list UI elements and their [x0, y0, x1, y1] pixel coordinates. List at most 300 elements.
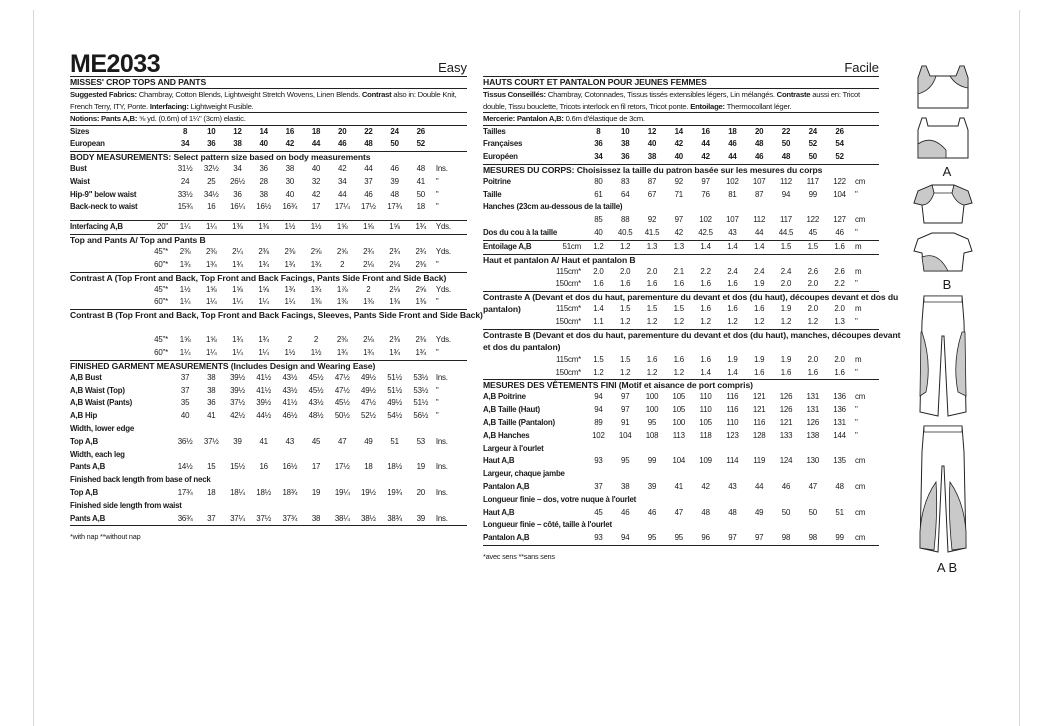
- value-cell: 1⅝: [232, 284, 243, 294]
- measurement-row: [70, 284, 467, 297]
- value-cell: 17: [311, 462, 321, 472]
- fabric-width: 150cm*: [555, 317, 581, 327]
- value-cell: 38: [233, 139, 242, 149]
- contrast-b-yardage: [70, 334, 467, 360]
- value-cell: 1¼: [205, 297, 217, 307]
- value-cell: 2⅝: [415, 284, 427, 294]
- measurement-row: [70, 189, 467, 202]
- value-cell: 1¼: [232, 348, 243, 358]
- value-cell: 1⅝: [389, 222, 400, 232]
- value-cell: 1.6: [700, 354, 711, 364]
- value-cell: 2⅜: [415, 259, 427, 269]
- value-cell: 126: [806, 418, 820, 428]
- row-label: A,B Taille (Pantalon): [483, 418, 555, 428]
- value-cell: 2.6: [807, 266, 818, 276]
- value-cell: 1.2: [673, 317, 684, 327]
- value-cell: 15: [207, 462, 216, 472]
- value-cell: 50: [781, 139, 791, 149]
- value-cell: 17½: [361, 202, 376, 212]
- measurement-row: [483, 507, 879, 520]
- row-label: Européen: [483, 152, 518, 162]
- body-measurements-table-fr: [483, 176, 879, 240]
- value-cell: 40: [647, 139, 657, 149]
- value-cell: 46: [835, 228, 844, 238]
- value-cell: 41: [416, 176, 425, 186]
- value-cell: 2⅝: [310, 247, 322, 257]
- unit-cell: Yds.: [435, 335, 451, 345]
- value-cell: 121: [752, 405, 766, 415]
- value-cell: 38: [207, 385, 216, 395]
- fabric-width: 60"*: [154, 259, 168, 269]
- value-cell: 102: [726, 176, 739, 186]
- value-cell: 50: [808, 152, 817, 162]
- value-cell: 41.5: [644, 228, 660, 238]
- value-cell: 32½: [203, 164, 219, 174]
- value-cell: 119: [753, 456, 766, 466]
- value-cell: 100: [645, 392, 659, 402]
- unit-cell: cm: [854, 215, 866, 225]
- value-cell: 2.0: [646, 266, 658, 276]
- value-cell: 1.9: [753, 354, 765, 364]
- value-cell: 2¾: [389, 247, 400, 257]
- fabric-width: 115cm*: [556, 354, 581, 364]
- value-cell: 22: [364, 126, 373, 136]
- measurement-row: [70, 259, 467, 272]
- row-label: Françaises: [483, 139, 523, 149]
- value-cell: 1.2: [753, 317, 765, 327]
- value-cell: 44: [754, 482, 764, 492]
- value-cell: 46½: [282, 411, 298, 421]
- value-cell: 36: [621, 152, 630, 162]
- value-cell: 131: [833, 418, 846, 428]
- value-cell: 97: [754, 533, 764, 543]
- value-cell: 54: [835, 139, 844, 149]
- value-cell: 1.6: [834, 367, 845, 377]
- value-cell: 61: [594, 189, 603, 199]
- value-cell: 2.0: [593, 266, 604, 276]
- value-cell: 94: [621, 533, 630, 543]
- value-cell: 43½: [282, 385, 298, 395]
- value-cell: 10: [621, 126, 630, 136]
- value-cell: 17: [311, 202, 321, 212]
- measurement-row: [483, 391, 879, 404]
- value-cell: 1¾: [389, 348, 400, 358]
- value-cell: 1⅝: [363, 222, 374, 232]
- value-cell: 34: [594, 152, 603, 162]
- value-cell: 1¾: [232, 259, 243, 269]
- measurement-row: [483, 303, 879, 316]
- value-cell: 92: [647, 215, 657, 225]
- row-group-header: Width, lower edge: [70, 424, 135, 434]
- value-cell: 1¼: [258, 348, 269, 358]
- size-table: [70, 125, 467, 152]
- value-cell: 1¾: [284, 259, 296, 269]
- value-cell: 1.6: [807, 367, 818, 377]
- value-cell: 131: [806, 392, 820, 402]
- value-cell: 26½: [230, 176, 245, 186]
- value-cell: 26: [835, 126, 844, 136]
- unit-cell: cm: [854, 507, 866, 517]
- row-label: Waist: [70, 176, 90, 186]
- unit-cell: ": [435, 398, 439, 408]
- value-cell: 88: [621, 215, 630, 225]
- row-label: Haut A,B: [483, 456, 515, 466]
- view-ab-label: A B: [936, 560, 958, 575]
- value-cell: 2.6: [834, 266, 845, 276]
- value-cell: 17½: [334, 462, 350, 472]
- value-cell: 48: [416, 164, 425, 174]
- value-cell: 1.4: [727, 241, 738, 251]
- value-cell: 52: [416, 139, 425, 149]
- size-table-fr: [483, 125, 879, 164]
- value-cell: 2.2: [834, 279, 845, 289]
- value-cell: 121: [779, 418, 793, 428]
- contrast-b-title-fr-2: et dos du pantalon): [483, 341, 561, 352]
- value-cell: 110: [699, 405, 712, 415]
- measurement-row: [70, 201, 467, 214]
- value-cell: 40.5: [617, 228, 633, 238]
- unit-cell: ": [435, 411, 439, 421]
- value-cell: 107: [752, 176, 766, 186]
- value-cell: 46: [390, 164, 399, 174]
- value-cell: 43: [285, 436, 295, 446]
- value-cell: 93: [594, 456, 603, 466]
- value-cell: 110: [699, 392, 712, 402]
- view-a-label: A: [942, 164, 952, 179]
- measurement-row: [70, 487, 467, 500]
- value-cell: 30: [285, 176, 295, 186]
- value-cell: 114: [726, 456, 739, 466]
- value-cell: 19: [416, 462, 425, 472]
- value-cell: 36½: [177, 436, 193, 446]
- european-sizes-row: [70, 138, 467, 151]
- value-cell: 18¼: [230, 488, 245, 498]
- value-cell: 1⅝: [205, 284, 217, 294]
- fabrics-paragraph-fr: Tissus Conseillés: Chambray, Cotonnades, Tissus tissés extensibles légers, Lin mélangés. Contraste aussi en: Tricot double, Tissu bouclette, Tricots interlock en fil retors, Tricot ponte. Entoilage: Thermocollant léger.: [483, 88, 879, 112]
- value-cell: 16½: [256, 202, 272, 212]
- value-cell: 36: [594, 139, 603, 149]
- value-cell: 47: [338, 436, 347, 446]
- value-cell: 1.5: [807, 241, 818, 251]
- value-cell: 2⅛: [363, 259, 374, 269]
- value-cell: 131: [806, 405, 820, 415]
- value-cell: 1.4: [727, 367, 738, 377]
- value-cell: 28: [259, 176, 268, 186]
- footnote-fr: *avec sens **sans sens: [483, 552, 555, 562]
- interfacing-table-fr: [483, 240, 879, 254]
- row-group-header: Longueur finie – dos, votre nuque à l'ourlet: [483, 494, 637, 504]
- value-cell: 1½: [284, 348, 296, 358]
- value-cell: 2¾: [415, 247, 427, 257]
- value-cell: 97: [674, 215, 683, 225]
- value-cell: 39: [647, 482, 657, 492]
- value-cell: 32: [311, 176, 321, 186]
- value-cell: 44: [728, 152, 737, 162]
- unit-cell: cm: [854, 482, 866, 492]
- value-cell: 18: [364, 462, 373, 472]
- value-cell: 1⅜: [415, 297, 427, 307]
- notions-fr: Mercerie: Pantalon A,B: 0.6m d'élastique de 3cm.: [483, 112, 879, 125]
- value-cell: 49½: [387, 398, 402, 408]
- body-measurements-table: [70, 163, 467, 214]
- unit-cell: m: [854, 266, 862, 276]
- value-cell: 38¾: [387, 513, 402, 523]
- value-cell: 37¾: [282, 513, 298, 523]
- value-cell: 136: [833, 405, 846, 415]
- value-cell: 1⅜: [363, 297, 374, 307]
- fabrics-paragraph: Suggested Fabrics: Chambray, Cotton Blends, Lightweight Stretch Wovens, Linen Blends. Contrast also in: Double Knit, French Terry, ITY, Ponte. Interfacing: Lightweight Fusible.: [70, 88, 467, 112]
- value-cell: 2.0: [807, 354, 818, 364]
- measurement-row: [70, 372, 467, 385]
- fabric-width: 115cm*: [556, 266, 581, 276]
- value-cell: 92: [674, 176, 683, 186]
- value-cell: 52½: [361, 411, 376, 421]
- value-cell: 39: [390, 176, 399, 186]
- finished-measurements-table: [70, 372, 467, 526]
- value-cell: 1.6: [646, 354, 658, 364]
- value-cell: 45½: [334, 398, 350, 408]
- value-cell: 1.6: [700, 304, 711, 314]
- value-cell: 36: [259, 164, 268, 174]
- european-sizes-row: [483, 151, 879, 164]
- interfacing-row: [70, 221, 467, 234]
- contrast-b-title-fr: Contraste B (Devant et dos du haut, parementure du devant et dos (du haut), manches, découpes devant: [483, 329, 901, 340]
- value-cell: 95: [621, 456, 630, 466]
- value-cell: 20: [754, 126, 764, 136]
- value-cell: 81: [728, 189, 737, 199]
- value-cell: 40: [180, 411, 190, 421]
- value-cell: 38: [621, 139, 630, 149]
- value-cell: 95: [674, 533, 683, 543]
- row-label: A,B Taille (Haut): [483, 405, 540, 415]
- value-cell: 16: [259, 462, 268, 472]
- measurement-row: [70, 296, 467, 309]
- value-cell: 44: [364, 164, 373, 174]
- value-cell: 117: [806, 176, 819, 186]
- value-cell: 45½: [308, 385, 324, 395]
- value-cell: 56½: [413, 411, 429, 421]
- measurement-row: [70, 397, 467, 410]
- unit-cell: Ins.: [435, 513, 448, 523]
- unit-cell: Ins.: [435, 436, 448, 446]
- value-cell: 48½: [308, 411, 324, 421]
- value-cell: 18: [207, 488, 216, 498]
- value-cell: 2⅜: [336, 335, 348, 345]
- pattern-title-fr: HAUTS COURT ET PANTALON POUR JEUNES FEMMES: [483, 77, 707, 87]
- value-cell: 40: [311, 164, 321, 174]
- row-label: Interfacing A,B: [70, 222, 123, 232]
- measurement-row: [483, 278, 879, 291]
- value-cell: 34: [180, 139, 190, 149]
- value-cell: 94: [781, 189, 791, 199]
- unit-cell: cm: [854, 176, 866, 186]
- value-cell: 1⅝: [179, 335, 191, 345]
- value-cell: 16½: [282, 462, 298, 472]
- value-cell: 109: [699, 456, 712, 466]
- value-cell: 33½: [177, 189, 193, 199]
- value-cell: 1.2: [727, 317, 738, 327]
- value-cell: 2⅜: [205, 247, 217, 257]
- value-cell: 1⅝: [205, 335, 217, 345]
- value-cell: 1.6: [834, 241, 845, 251]
- unit-cell: ": [435, 297, 439, 307]
- row-label: A,B Waist (Top): [70, 385, 125, 395]
- value-cell: 51½: [387, 385, 402, 395]
- value-cell: 98: [808, 533, 817, 543]
- row-label: A,B Waist (Pants): [70, 398, 133, 408]
- value-cell: 1.2: [807, 317, 818, 327]
- value-cell: 112: [779, 176, 792, 186]
- value-cell: 91: [621, 418, 630, 428]
- value-cell: 1.6: [753, 304, 765, 314]
- value-cell: 76: [701, 189, 710, 199]
- value-cell: 37½: [203, 436, 219, 446]
- row-label: Sizes: [70, 126, 90, 136]
- value-cell: 1.9: [753, 279, 765, 289]
- value-cell: 2.2: [700, 266, 711, 276]
- value-cell: 2.0: [807, 279, 818, 289]
- value-cell: 96: [701, 533, 710, 543]
- value-cell: 128: [752, 430, 766, 440]
- unit-cell: ": [435, 348, 439, 358]
- value-cell: 53½: [413, 385, 429, 395]
- value-cell: 34½: [203, 189, 219, 199]
- value-cell: 97: [701, 176, 710, 186]
- value-cell: 144: [833, 430, 846, 440]
- unit-cell: ": [435, 189, 439, 199]
- top-pants-yardage: [70, 246, 467, 272]
- value-cell: 48: [728, 507, 737, 517]
- value-cell: 38: [621, 482, 630, 492]
- row-label: Pants A,B: [70, 462, 106, 472]
- value-cell: 1.2: [700, 317, 711, 327]
- unit-cell: Ins.: [435, 462, 448, 472]
- value-cell: 1.6: [646, 279, 658, 289]
- value-cell: 2⅜: [389, 335, 400, 345]
- value-cell: 85: [594, 215, 603, 225]
- row-label: A,B Hip: [70, 411, 98, 421]
- unit-cell: ": [854, 279, 858, 289]
- value-cell: 1⅜: [336, 297, 348, 307]
- value-cell: 1.5: [673, 304, 684, 314]
- unit-cell: ": [854, 418, 858, 428]
- value-cell: 99: [835, 533, 844, 543]
- value-cell: 49½: [361, 385, 376, 395]
- value-cell: 1.9: [727, 354, 738, 364]
- row-label: Bust: [70, 164, 87, 174]
- measurement-row: [483, 214, 879, 227]
- value-cell: 95: [647, 533, 657, 543]
- value-cell: 40: [259, 139, 268, 149]
- value-cell: 2.0: [834, 304, 845, 314]
- value-cell: 44.5: [778, 228, 794, 238]
- value-cell: 47½: [334, 372, 350, 382]
- value-cell: 34: [338, 176, 347, 186]
- value-cell: 2.4: [727, 266, 738, 276]
- measurement-row: [483, 430, 879, 443]
- value-cell: 37¼: [230, 513, 245, 523]
- unit-cell: Ins.: [435, 164, 448, 174]
- value-cell: 52: [808, 139, 817, 149]
- value-cell: 2.4: [753, 266, 765, 276]
- unit-cell: ": [854, 367, 858, 377]
- value-cell: 19¾: [387, 488, 402, 498]
- measurement-row: [483, 227, 879, 240]
- pattern-envelope-back: [33, 10, 1020, 726]
- value-cell: 39½: [256, 398, 272, 408]
- value-cell: 16¾: [282, 202, 298, 212]
- value-cell: 48: [754, 139, 764, 149]
- value-cell: 1.3: [834, 317, 845, 327]
- pattern-title: MISSES' CROP TOPS AND PANTS: [70, 77, 207, 87]
- measurement-row: [70, 385, 467, 398]
- value-cell: 8: [596, 126, 601, 136]
- value-cell: 16¼: [230, 202, 245, 212]
- value-cell: 118: [699, 430, 712, 440]
- value-cell: 38¼: [334, 513, 350, 523]
- value-cell: 1.4: [753, 241, 765, 251]
- value-cell: 48: [364, 139, 373, 149]
- value-cell: 45: [594, 507, 603, 517]
- value-cell: 24: [808, 126, 817, 136]
- value-cell: 1¼: [284, 297, 296, 307]
- body-measurements-title-fr: MESURES DU CORPS: Choisissez la taille du patron basée sur les mesures du corps: [483, 164, 879, 176]
- value-cell: 1.2: [620, 241, 631, 251]
- value-cell: 2.0: [834, 354, 845, 364]
- value-cell: 39½: [230, 372, 245, 382]
- value-cell: 18¾: [282, 488, 298, 498]
- value-cell: 1⅝: [258, 284, 269, 294]
- view-b-top-front-drawing: [912, 179, 974, 229]
- unit-cell: ": [854, 430, 858, 440]
- value-cell: 47: [674, 507, 683, 517]
- value-cell: 12: [647, 126, 657, 136]
- value-cell: 46: [754, 152, 764, 162]
- value-cell: 18: [311, 126, 321, 136]
- value-cell: 17¾: [387, 202, 402, 212]
- value-cell: 1¾: [415, 222, 427, 232]
- value-cell: 16: [285, 126, 295, 136]
- value-cell: 49½: [361, 372, 376, 382]
- value-cell: 1¾: [179, 259, 191, 269]
- row-group-header: Longueur finie – côté, taille à l'ourlet: [483, 520, 612, 530]
- value-cell: 39: [233, 436, 242, 446]
- value-cell: 25: [207, 176, 216, 186]
- value-cell: 2.1: [673, 266, 684, 276]
- body-measurements-title: BODY MEASUREMENTS: Select pattern size based on body measurements: [70, 151, 467, 163]
- value-cell: 2: [340, 259, 345, 269]
- unit-cell: ": [854, 189, 858, 199]
- value-cell: 104: [833, 189, 846, 199]
- value-cell: 104: [672, 456, 686, 466]
- pants-front-drawing: [912, 292, 974, 422]
- value-cell: 46: [647, 507, 657, 517]
- view-b-top-back-drawing: [912, 229, 974, 277]
- row-label: Pants A,B: [70, 513, 106, 523]
- unit-cell: Yds.: [435, 247, 451, 257]
- row-label: Taille: [483, 189, 502, 199]
- measurement-row: [70, 513, 467, 526]
- value-cell: 1.3: [673, 241, 684, 251]
- value-cell: 54½: [387, 411, 402, 421]
- value-cell: 116: [753, 418, 766, 428]
- fabric-width: 20": [157, 222, 168, 232]
- unit-cell: Yds.: [435, 284, 451, 294]
- measurement-row: [70, 246, 467, 259]
- value-cell: 1¾: [205, 259, 217, 269]
- value-cell: 38½: [361, 513, 376, 523]
- view-a-top-back-drawing: [912, 114, 974, 164]
